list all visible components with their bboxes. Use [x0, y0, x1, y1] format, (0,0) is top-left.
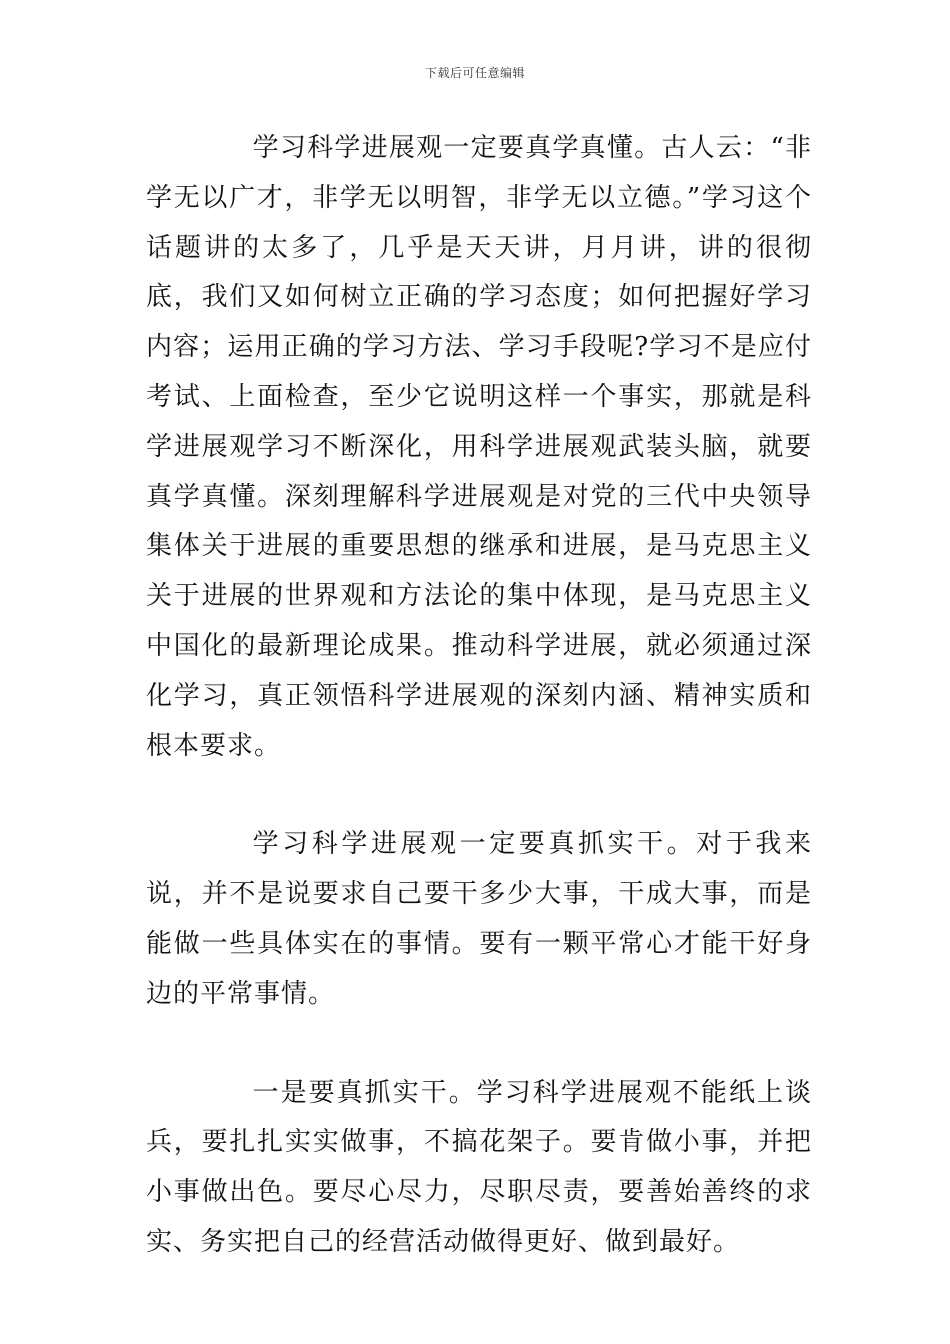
- document-body: [146, 124, 812, 1268]
- paragraph-practical-work: 学习科学进展观一定要真抓实干。对于我来说，并不是说要求自己要干多少大事，干成大事，而是能做一些具体实在的事情。要有一颗平常心才能干好身边的平常事情。: [146, 829, 812, 1009]
- paragraph-first-point: 一是要真抓实干。学习科学进展观不能纸上谈兵，要扎扎实实做事，不搞花架子。要肯做小事，并把小事做出色。要尽心尽力，尽职尽责，要善始善终的求实、务实把自己的经营活动做得更好、做到最好。: [146, 1077, 812, 1257]
- paragraph-study-seriously: 学习科学进展观一定要真学真懂。古人云：“非学无以广才，非学无以明智，非学无以立德。”学习这个话题讲的太多了，几乎是天天讲，月月讲，讲的很彻底，我们又如何树立正确的学习态度；如何把握好学习内容；运用正确的学习方法、学习手段呢?学习不是应付考试、上面检查，至少它说明这样一个事实，那就是科学进展观学习不断深化，用科学进展观武装头脑，就要真学真懂。深刻理解科学进展观是对党的三代中央领导集体关于进展的重要思想的继承和进展，是马克思主义关于进展的世界观和方法论的集中体现，是马克思主义中国化的最新理论成果。推动科学进展，就必须通过深化学习，真正领悟科学进展观的深刻内涵、精神实质和根本要求。: [146, 133, 812, 761]
- header-note: 下载后可任意编辑: [424, 66, 525, 80]
